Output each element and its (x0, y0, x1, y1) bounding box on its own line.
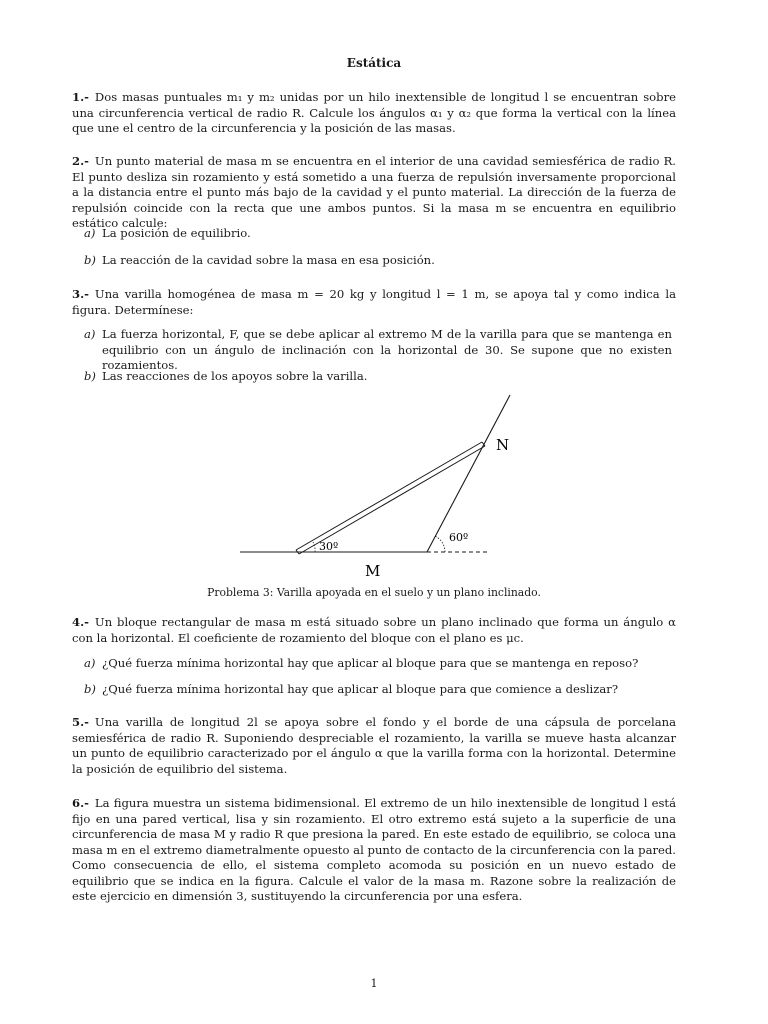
problem-4-item-b (84, 682, 676, 698)
item-text: La fuerza horizontal, F, que se debe aplicar al extremo M de la varilla para que se mantenga en equilibrio con un ángulo de inclinación con la horizontal de 30. Se supone que no existen rozamientos. (102, 327, 672, 372)
problem-3 (72, 287, 676, 318)
item-label: a) (84, 226, 96, 240)
item-label: b) (84, 369, 96, 383)
problem-4 (72, 615, 676, 646)
item-text: La posición de equilibrio. (102, 226, 251, 240)
problem-3-item-b (84, 369, 676, 385)
problem-text: Un punto material de masa m se encuentra en el interior de una cavidad semiesférica de radio R. El punto desliza sin rozamiento y está sometido a una fuerza de repulsión inversamente proporcional a la distancia entre el punto más bajo de la cavidad y el punto material. La dirección de la fuerza de repulsión coincide con la recta que une ambos puntos. Si la masa m se encuentra en equilibrio estático calcule: (72, 154, 676, 230)
problem-text: Dos masas puntuales m₁ y m₂ unidas por un hilo inextensible de longitud l se encuentran sobre una circunferencia vertical de radio R. Calcule los ángulos α₁ y α₂ que forma la vertical con la línea que une el centro de la circunferencia y la posición de las masas. (72, 90, 676, 135)
problem-1 (72, 90, 676, 137)
problem-number: 6.- (72, 796, 89, 810)
item-label: a) (84, 327, 96, 341)
problem-2-item-a (84, 226, 676, 242)
label-n: N (496, 436, 510, 454)
item-label: b) (84, 253, 96, 267)
problem-text: Un bloque rectangular de masa m está situado sobre un plano inclinado que forma un ángulo α con la horizontal. El coeficiente de rozamiento del bloque con el plano es μc. (72, 615, 676, 645)
problem-text: Una varilla homogénea de masa m = 20 kg y longitud l = 1 m, se apoya tal y como indica la figura. Determínese: (72, 287, 676, 317)
problem-number: 5.- (72, 715, 89, 729)
problem-4-item-a (84, 656, 676, 672)
page-number: 1 (370, 977, 378, 990)
item-text: ¿Qué fuerza mínima horizontal hay que aplicar al bloque para que comience a deslizar? (102, 682, 619, 696)
label-m: M (365, 562, 381, 580)
item-label: b) (84, 682, 96, 696)
problem-5 (72, 715, 676, 777)
rod-angle-arc (313, 542, 315, 552)
problem-number: 1.- (72, 90, 89, 104)
problem-6 (72, 796, 676, 905)
rod-figure (237, 390, 597, 590)
item-label: a) (84, 656, 96, 670)
figure-caption: Problema 3: Varilla apoyada en el suelo y un plano inclinado. (207, 586, 541, 599)
page-title: Estática (346, 56, 402, 70)
inclined-plane-line (427, 395, 510, 552)
rod-angle-label: 30º (319, 540, 339, 553)
item-text: Las reacciones de los apoyos sobre la varilla. (102, 369, 368, 383)
problem-2 (72, 154, 676, 232)
problem-3-item-a (84, 327, 676, 374)
problem-2-item-b (84, 253, 676, 269)
problem-number: 3.- (72, 287, 89, 301)
problem-number: 4.- (72, 615, 89, 629)
problem-number: 2.- (72, 154, 89, 168)
item-text: ¿Qué fuerza mínima horizontal hay que aplicar al bloque para que se mantenga en reposo? (102, 656, 639, 670)
item-text: La reacción de la cavidad sobre la masa en esa posición. (102, 253, 435, 267)
plane-angle-label: 60º (449, 531, 469, 544)
problem-text: Una varilla de longitud 2l se apoya sobre el fondo y el borde de una cápsula de porcelana semiesférica de radio R. Suponiendo despreciable el rozamiento, la varilla se mueve hasta alcanzar un punto de equilibrio caracterizado por el ángulo α que la varilla forma con la horizontal. Determine la posición de equilibrio del sistema. (72, 715, 676, 776)
problem-text: La figura muestra un sistema bidimensional. El extremo de un hilo inextensible de longitud l está fijo en una pared vertical, lisa y sin rozamiento. El otro extremo está sujeto a la superficie de una circunferencia de masa M y radio R que presiona la pared. En este estado de equilibrio, se coloca una masa m en el extremo diametralmente opuesto al punto de contacto de la circunferencia con la pared. Como consecuencia de ello, el sistema completo acomoda su posición en un nuevo estado de equilibrio que se indica en la figura. Calcule el valor de la masa m. Razone sobre la realización de este ejercicio en dimensión 3, sustituyendo la circunferencia por una esfera. (72, 796, 676, 903)
plane-angle-arc (435, 536, 445, 552)
